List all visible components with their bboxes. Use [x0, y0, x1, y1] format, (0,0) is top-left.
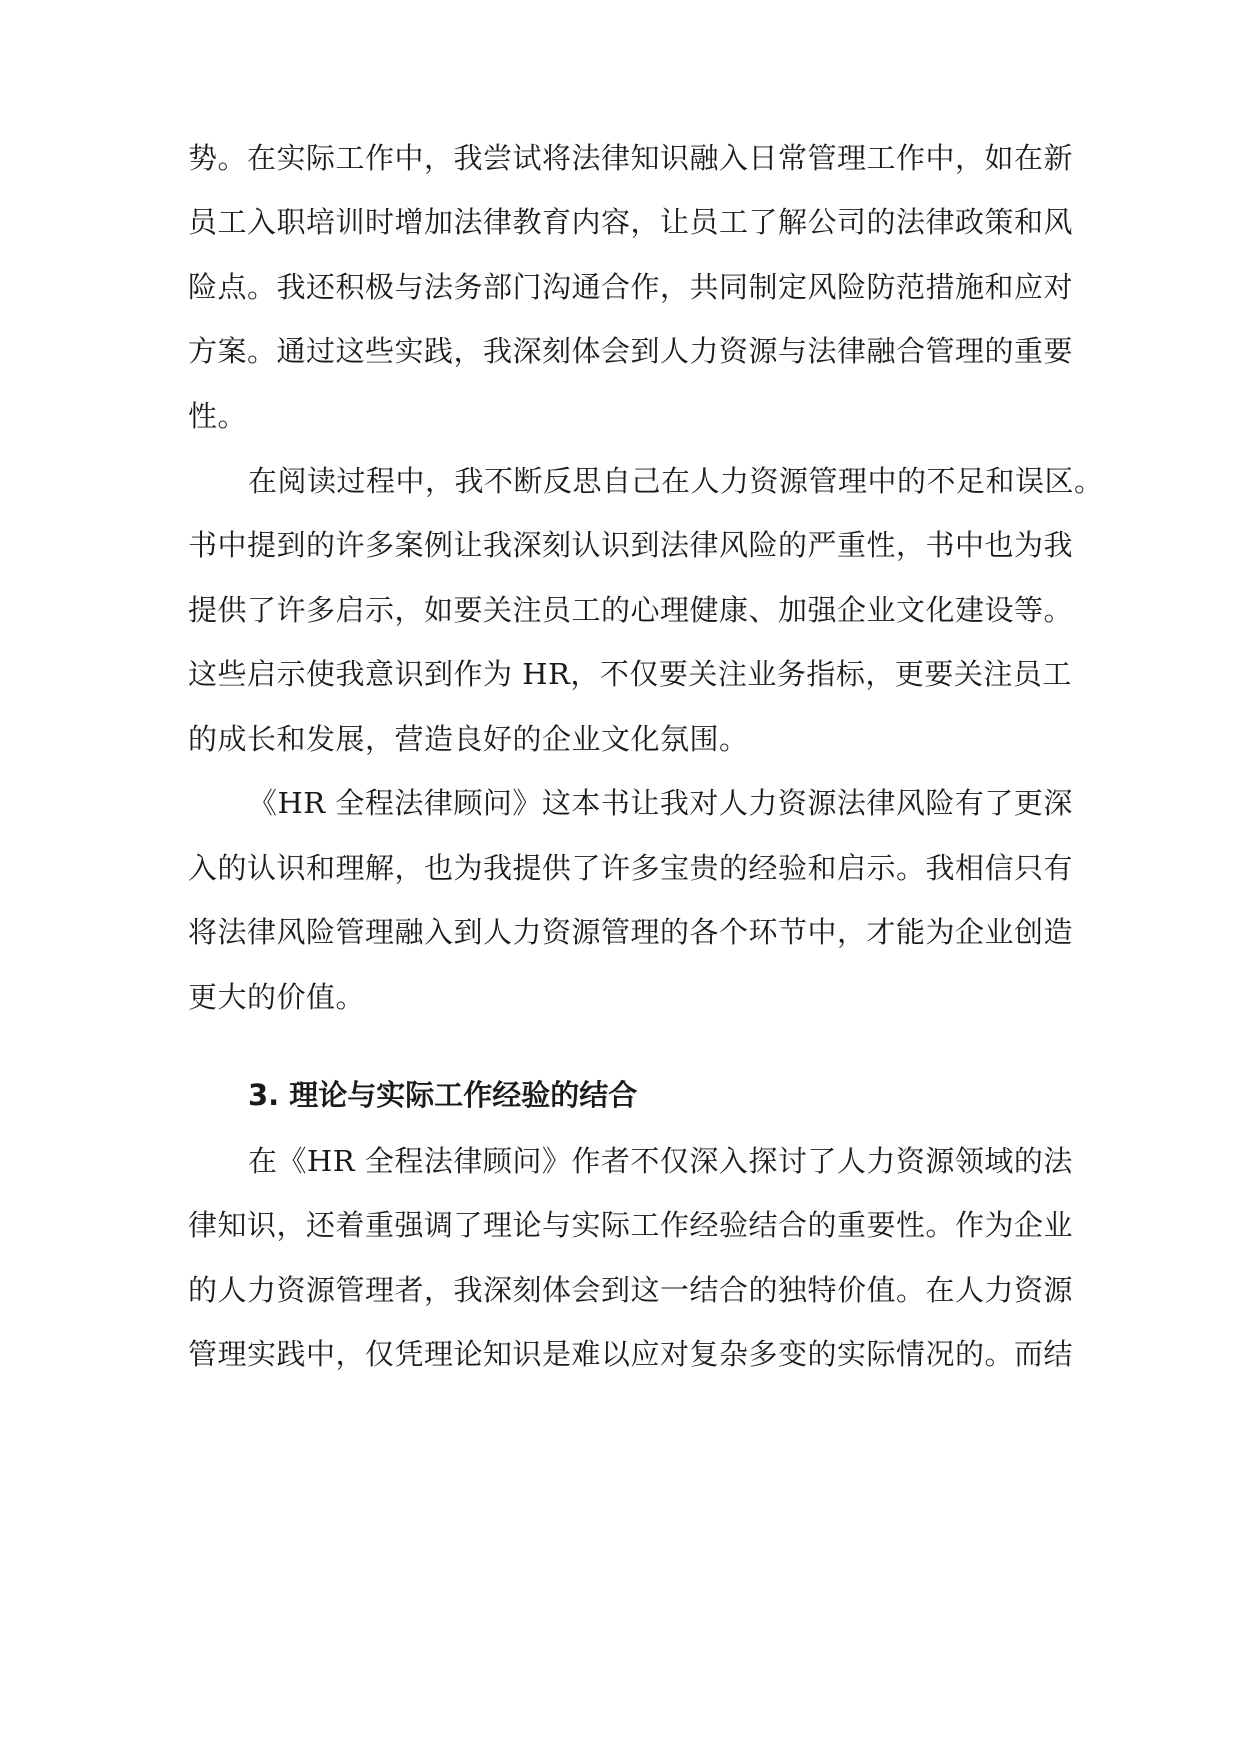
paragraph-1-line-1: 势。在实际工作中，我尝试将法律知识融入日常管理工作中，如在新	[188, 141, 1074, 175]
paragraph-2-line-2: 书中提到的许多案例让我深刻认识到法律风险的严重性，书中也为我	[188, 528, 1074, 562]
paragraph-3-line-1: 《HR 全程法律顾问》这本书让我对人力资源法律风险有了更深	[248, 786, 1073, 820]
paragraph-2-line-1: 在阅读过程中，我不断反思自己在人力资源管理中的不足和误区。	[248, 464, 1104, 498]
paragraph-4-line-1: 在《HR 全程法律顾问》作者不仅深入探讨了人力资源领域的法	[248, 1144, 1073, 1178]
paragraph-4-line-3: 的人力资源管理者，我深刻体会到这一结合的独特价值。在人力资源	[188, 1273, 1074, 1307]
paragraph-1-line-4: 方案。通过这些实践，我深刻体会到人力资源与法律融合管理的重要	[188, 334, 1074, 368]
paragraph-1-line-2: 员工入职培训时增加法律教育内容，让员工了解公司的法律政策和风	[188, 205, 1074, 239]
paragraph-2-line-3: 提供了许多启示，如要关注员工的心理健康、加强企业文化建设等。	[188, 593, 1074, 627]
paragraph-3-line-2: 入的认识和理解，也为我提供了许多宝贵的经验和启示。我相信只有	[188, 851, 1074, 885]
paragraph-2-line-4: 这些启示使我意识到作为 HR，不仅要关注业务指标，更要关注员工	[188, 657, 1072, 691]
paragraph-4-line-4: 管理实践中，仅凭理论知识是难以应对复杂多变的实际情况的。而结	[188, 1337, 1074, 1371]
paragraph-3-line-4: 更大的价值。	[188, 980, 366, 1014]
paragraph-4-line-2: 律知识，还着重强调了理论与实际工作经验结合的重要性。作为企业	[188, 1208, 1074, 1242]
paragraph-1-line-3: 险点。我还积极与法务部门沟通合作，共同制定风险防范措施和应对	[188, 270, 1074, 304]
paragraph-3-line-3: 将法律风险管理融入到人力资源管理的各个环节中，才能为企业创造	[188, 915, 1074, 949]
paragraph-2-line-5: 的成长和发展，营造良好的企业文化氛围。	[188, 722, 749, 756]
section-heading: 3. 理论与实际工作经验的结合	[248, 1078, 638, 1112]
paragraph-1-line-5: 性。	[188, 399, 248, 433]
